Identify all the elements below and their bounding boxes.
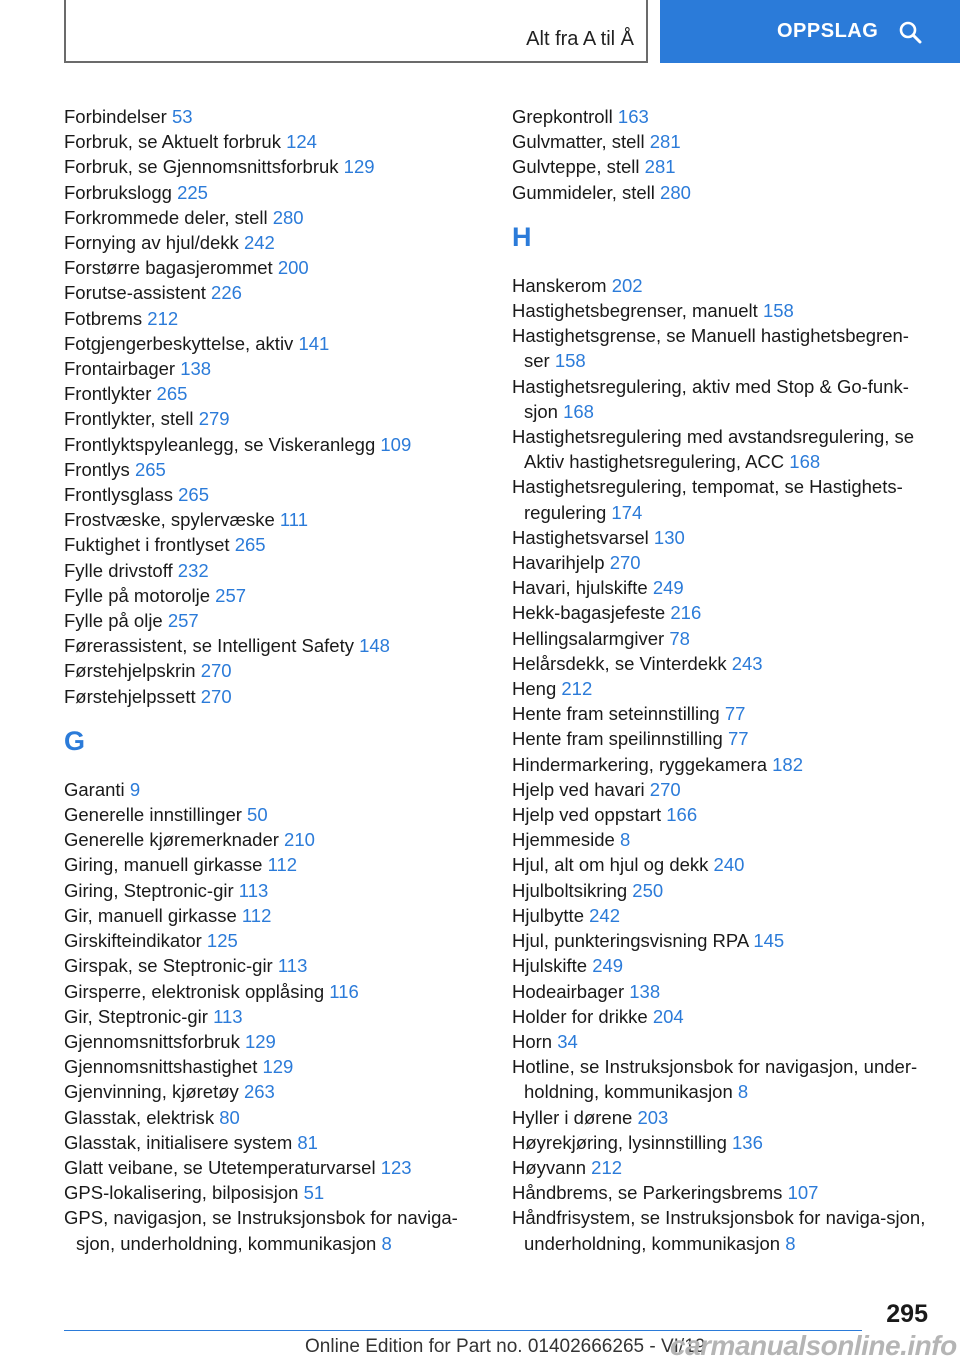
entries-g-cont (512, 104, 932, 205)
page-reference-link[interactable]: 257 (215, 584, 247, 606)
page-reference-link[interactable]: 113 (277, 955, 308, 977)
entry-term: Forkrommede deler, stell (64, 206, 273, 228)
entry-term: Hjulskifte (512, 955, 593, 977)
entry-term: Førerassistent, se Intelligent Safety (64, 635, 360, 657)
entry-term: Forstørre bagasjerommet (64, 257, 278, 279)
entry-term: Helårsdekk, se Vinterdekk (512, 652, 732, 674)
page-reference-link[interactable]: 80 (219, 1106, 240, 1128)
entry-term: Horn (512, 1030, 558, 1052)
index-entry (64, 1029, 494, 1054)
index-entry (64, 777, 494, 802)
entry-term: Førstehjelpskrin (64, 660, 201, 682)
entry-term: Gummideler, stell (512, 181, 661, 203)
page-reference-link[interactable]: 138 (629, 980, 661, 1002)
page-reference-link[interactable]: 129 (244, 1030, 276, 1052)
page-reference-link[interactable]: 123 (380, 1156, 412, 1178)
index-entry (64, 928, 494, 953)
entry-term: Frontlysglass (64, 484, 179, 506)
entry-term: Gjennomsnittsforbruk (64, 1030, 245, 1052)
index-entry (512, 752, 932, 777)
index-entry (512, 180, 932, 205)
page-reference-link[interactable]: 112 (267, 854, 298, 876)
page-reference-link[interactable]: 145 (753, 930, 785, 952)
index-entry (64, 684, 494, 709)
index-entry (64, 1004, 494, 1029)
entry-term: Hastighetsbegrenser, manuelt (512, 300, 763, 322)
page-reference-link[interactable]: 9 (129, 778, 141, 800)
page-reference-link[interactable]: 270 (200, 660, 232, 682)
index-entry (64, 381, 494, 406)
entry-term: Fylle drivstoff (64, 559, 178, 581)
index-entry (64, 558, 494, 583)
index-entry (64, 1180, 494, 1205)
index-entry (512, 726, 932, 751)
page-reference-link[interactable]: 50 (247, 804, 268, 826)
page-reference-link[interactable]: 53 (171, 106, 193, 127)
page-reference-link[interactable]: 168 (563, 400, 594, 422)
entry-term: Høyrekjøring, lysinnstilling (512, 1131, 732, 1153)
page-reference-link[interactable]: 130 (653, 526, 685, 548)
index-entry (512, 1105, 932, 1130)
page-reference-link[interactable]: 263 (243, 1081, 275, 1103)
entry-term: Girsperre, elektronisk opplåsing (64, 980, 330, 1002)
entry-term: Frontlykter (64, 383, 157, 405)
index-entry (64, 482, 494, 507)
entry-term: Hodeairbager (512, 980, 630, 1002)
entry-term: Frontlys (64, 458, 135, 480)
index-entry (512, 525, 932, 550)
page-reference-link[interactable]: 168 (789, 451, 821, 473)
page-reference-link[interactable]: 265 (234, 534, 266, 556)
index-entry (64, 154, 494, 179)
index-entry (512, 424, 932, 474)
entry-term: Gulvmatter, stell (512, 131, 650, 153)
page-reference-link[interactable]: 113 (213, 1005, 243, 1027)
page-reference-link[interactable]: 158 (762, 300, 794, 322)
page-reference-link[interactable]: 249 (592, 955, 624, 977)
page-reference-link[interactable]: 113 (238, 879, 269, 901)
page-reference-link[interactable]: 78 (669, 627, 690, 649)
index-entry (512, 298, 932, 323)
entry-term: Håndfrisystem, se Instruksjonsbok for naviga-sjon, underholdning, kommunikasjon (512, 1207, 926, 1254)
entry-term: Hente fram speilinnstilling (512, 728, 728, 750)
index-entry (64, 532, 494, 557)
entry-term: Hindermarkering, ryggekamera (512, 753, 773, 775)
entry-term: GPS-lokalisering, bilposisjon (64, 1182, 304, 1204)
entry-term: Gjenvinning, kjøretøy (64, 1081, 244, 1103)
entry-term: Havarihjelp (512, 552, 610, 574)
entries-f (64, 104, 494, 709)
page-reference-link[interactable]: 280 (272, 206, 304, 228)
page-reference-link[interactable]: 174 (611, 501, 643, 523)
page-reference-link[interactable]: 280 (660, 181, 691, 203)
entry-term: Glasstak, elektrisk (64, 1106, 220, 1128)
entry-term: Generelle innstillinger (64, 804, 248, 826)
entry-term: Hjul, punkteringsvisning RPA (512, 930, 754, 952)
entries-g (64, 777, 494, 1256)
index-entry (64, 457, 494, 482)
page-number: 295 (886, 1300, 928, 1328)
page-reference-link[interactable]: 270 (649, 778, 681, 800)
page-reference-link[interactable]: 8 (737, 1081, 749, 1103)
entry-term: Frontlykter, stell (64, 408, 199, 430)
index-entry (64, 583, 494, 608)
page-reference-link[interactable]: 225 (177, 181, 208, 203)
index-entry (64, 255, 494, 280)
entry-term: Hjulboltsikring (512, 879, 633, 901)
page-reference-link[interactable]: 163 (617, 106, 649, 127)
entry-term: Gulvteppe, stell (512, 156, 645, 178)
entry-term: Fylle på olje (64, 610, 168, 632)
page-reference-link[interactable]: 116 (329, 980, 359, 1002)
index-entry (64, 878, 494, 903)
entry-term: Hente fram seteinnstilling (512, 703, 725, 725)
entry-term: Forbruk, se Gjennomsnittsforbruk (64, 156, 344, 178)
page-reference-link[interactable]: 8 (785, 1232, 796, 1254)
entry-term: Høyvann (512, 1156, 592, 1178)
page-reference-link[interactable]: 242 (589, 904, 620, 926)
page-reference-link[interactable]: 148 (359, 635, 390, 657)
page-reference-link[interactable]: 210 (284, 829, 315, 851)
watermark-logo: carmanualsonline.info (670, 1330, 957, 1361)
page-reference-link[interactable]: 240 (713, 854, 745, 876)
index-entry (512, 104, 932, 129)
index-entry (64, 280, 494, 305)
page-reference-link[interactable]: 34 (557, 1030, 578, 1052)
entry-term: Giring, manuell girkasse (64, 854, 268, 876)
entry-term: Girskifteindikator (64, 930, 207, 952)
index-entry (64, 406, 494, 431)
entry-term: Hastighetsregulering med avstandsregulering, se Aktiv hastighetsregulering, ACC (512, 426, 915, 473)
index-entry (512, 575, 932, 600)
index-entry (64, 1054, 494, 1079)
index-entry (64, 129, 494, 154)
page-reference-link[interactable]: 265 (178, 484, 209, 506)
entry-term: Hjul, alt om hjul og dekk (512, 854, 714, 876)
index-entry (64, 507, 494, 532)
index-entry (64, 180, 494, 205)
page-reference-link[interactable]: 77 (724, 703, 746, 725)
index-entry (64, 432, 494, 457)
page-reference-link[interactable]: 200 (277, 257, 309, 279)
index-entry (512, 928, 932, 953)
page-reference-link[interactable]: 8 (381, 1232, 392, 1254)
index-entry (512, 1155, 932, 1180)
index-entry (512, 979, 932, 1004)
entry-term: Havari, hjulskifte (512, 577, 653, 599)
entry-term: Håndbrems, se Parkeringsbrems (512, 1182, 788, 1204)
section-title: Alt fra A til Å (526, 28, 634, 50)
index-entry (64, 331, 494, 356)
index-entry (64, 1205, 494, 1255)
entry-term: Hjulbytte (512, 904, 590, 926)
index-entry (512, 701, 932, 726)
entry-term: Girspak, se Steptronic-gir (64, 955, 278, 977)
search-icon[interactable] (898, 20, 922, 44)
index-entry (512, 323, 932, 373)
index-entry (512, 827, 932, 852)
entry-term: Gir, Steptronic-gir (64, 1005, 214, 1027)
page-reference-link[interactable]: 279 (198, 408, 230, 430)
page-reference-link[interactable]: 112 (241, 904, 272, 926)
index-entry (512, 852, 932, 877)
index-entry (512, 953, 932, 978)
index-entry (64, 1079, 494, 1104)
entry-term: Fotbrems (64, 307, 148, 329)
entry-term: Hekk-bagasjefeste (512, 602, 671, 624)
page-reference-link[interactable]: 111 (279, 509, 309, 531)
index-entry (64, 205, 494, 230)
index-entry (512, 1029, 932, 1054)
index-column-left (64, 104, 494, 1256)
entry-term: Grepkontroll (512, 106, 618, 127)
entry-term: Forbruk, se Aktuelt forbruk (64, 131, 287, 153)
page-reference-link[interactable]: 81 (297, 1131, 318, 1153)
index-entry (64, 104, 494, 129)
page-reference-link[interactable]: 136 (732, 1131, 763, 1153)
page-reference-link[interactable]: 109 (380, 433, 412, 455)
page-reference-link[interactable]: 265 (156, 383, 188, 405)
edition-text: Online Edition for Part no. 01402666265 - VI/19 (305, 1336, 706, 1357)
entry-term: Giring, Steptronic-gir (64, 879, 239, 901)
index-entry (512, 626, 932, 651)
index-entry (64, 903, 494, 928)
index-entry (512, 676, 932, 701)
entry-term: Forbrukslogg (64, 181, 178, 203)
entry-term: Hellingsalarmgiver (512, 627, 670, 649)
tab-oppslag[interactable] (660, 0, 960, 63)
entry-term: Heng (512, 678, 562, 700)
index-entry (64, 827, 494, 852)
page-reference-link[interactable]: 107 (787, 1182, 819, 1204)
page-reference-link[interactable]: 232 (177, 559, 209, 581)
index-entry (512, 273, 932, 298)
entry-term: Førstehjelpssett (64, 685, 201, 707)
page-reference-link[interactable]: 270 (609, 552, 641, 574)
page-reference-link[interactable]: 249 (652, 577, 684, 599)
page-reference-link[interactable]: 243 (731, 652, 763, 674)
index-entry (512, 1180, 932, 1205)
page-reference-link[interactable]: 166 (666, 804, 698, 826)
page-reference-link[interactable]: 226 (211, 282, 242, 304)
page-reference-link[interactable]: 124 (286, 131, 317, 153)
index-entry (512, 474, 932, 524)
index-entry (512, 550, 932, 575)
page-reference-link[interactable]: 158 (554, 350, 586, 372)
entry-term: Gjennomsnittshastighet (64, 1056, 263, 1078)
page-reference-link[interactable]: 281 (649, 131, 681, 153)
entry-term: Hastighetsvarsel (512, 526, 654, 548)
entry-term: Hastighetsregulering, tempomat, se Hastighets-regulering (512, 476, 903, 523)
entry-term: GPS, navigasjon, se Instruksjonsbok for naviga-sjon, underholdning, kommunikasjon (64, 1207, 458, 1254)
index-entry (64, 608, 494, 633)
index-entry (512, 600, 932, 625)
page-reference-link[interactable]: 138 (180, 358, 212, 380)
entry-term: Forbindelser (64, 106, 172, 127)
index-entry (64, 953, 494, 978)
page-reference-link[interactable]: 265 (134, 458, 166, 480)
entry-term: Gir, manuell girkasse (64, 904, 242, 926)
index-entry (64, 230, 494, 255)
entry-term: Forutse-assistent (64, 282, 212, 304)
entry-term: Generelle kjøremerknader (64, 829, 285, 851)
page-reference-link[interactable]: 216 (670, 602, 702, 624)
entry-term: Frontairbager (64, 358, 181, 380)
entry-term: Holder for drikke (512, 1005, 653, 1027)
index-entry (64, 979, 494, 1004)
index-entry (64, 356, 494, 381)
page-reference-link[interactable]: 212 (591, 1156, 623, 1178)
index-entry (512, 903, 932, 928)
index-entry (64, 802, 494, 827)
index-entry (64, 306, 494, 331)
index-column-right (512, 104, 932, 1256)
index-entry (512, 651, 932, 676)
index-entry (512, 1205, 932, 1255)
page-reference-link[interactable]: 182 (772, 753, 804, 775)
entry-term: Hjemmeside (512, 829, 620, 851)
index-entry (512, 1130, 932, 1155)
entries-h (512, 273, 932, 1256)
entry-term: Fuktighet i frontlyset (64, 534, 235, 556)
page-reference-link[interactable]: 202 (611, 274, 643, 296)
page-reference-link[interactable]: 125 (206, 930, 238, 952)
tab-label: OPPSLAG (777, 20, 879, 42)
entry-term: Hanskerom (512, 274, 612, 296)
letter-heading-g: G (64, 725, 86, 756)
index-entry (512, 777, 932, 802)
page-reference-link[interactable]: 270 (200, 685, 232, 707)
index-entry (64, 1105, 494, 1130)
index-entry (64, 633, 494, 658)
entry-term: Frostvæske, spylervæske (64, 509, 280, 531)
entry-term: Glasstak, initialisere system (64, 1131, 298, 1153)
entry-term: Hastighetsregulering, aktiv med Stop & Go-funk-sjon (512, 375, 909, 422)
index-entry (512, 374, 932, 424)
index-entry (512, 1004, 932, 1029)
page-reference-link[interactable]: 242 (243, 232, 275, 254)
page-reference-link[interactable]: 129 (262, 1056, 294, 1078)
page-reference-link[interactable]: 51 (303, 1182, 325, 1204)
entry-term: Fotgjengerbeskyttelse, aktiv (64, 332, 299, 354)
page-reference-link[interactable]: 8 (619, 829, 631, 851)
entry-term: Glatt veibane, se Utetemperaturvarsel (64, 1156, 381, 1178)
page-reference-link[interactable]: 281 (644, 156, 676, 178)
index-entry (64, 852, 494, 877)
page-reference-link[interactable]: 204 (652, 1005, 684, 1027)
page-reference-link[interactable]: 203 (637, 1106, 669, 1128)
index-entry (512, 129, 932, 154)
entry-term: Fornying av hjul/dekk (64, 232, 244, 254)
entry-term: Hjelp ved oppstart (512, 804, 667, 826)
index-entry (512, 878, 932, 903)
index-entry (512, 1054, 932, 1104)
entry-term: Garanti (64, 778, 130, 800)
index-entry (64, 1130, 494, 1155)
page-reference-link[interactable]: 77 (727, 728, 749, 750)
entry-term: Fylle på motorolje (64, 584, 216, 606)
index-entry (512, 154, 932, 179)
entry-term: Hotline, se Instruksjonsbok for navigasjon, under-holdning, kommunikasjon (512, 1056, 918, 1103)
entry-term: Hyller i dørene (512, 1106, 638, 1128)
page-reference-link[interactable]: 257 (167, 610, 199, 632)
entry-term: Frontlyktspyleanlegg, se Viskeranlegg (64, 433, 381, 455)
letter-heading-h: H (512, 221, 532, 252)
entry-term: Hjelp ved havari (512, 778, 650, 800)
page-reference-link[interactable]: 250 (632, 879, 664, 901)
index-entry (512, 802, 932, 827)
index-entry (64, 1155, 494, 1180)
index-entry (64, 658, 494, 683)
page-reference-link[interactable]: 212 (147, 307, 179, 329)
entry-term: Hastighetsgrense, se Manuell hastighetsbegren-ser (512, 325, 909, 372)
page-reference-link[interactable]: 141 (298, 332, 330, 354)
page-reference-link[interactable]: 129 (343, 156, 375, 178)
page-reference-link[interactable]: 212 (561, 678, 593, 700)
